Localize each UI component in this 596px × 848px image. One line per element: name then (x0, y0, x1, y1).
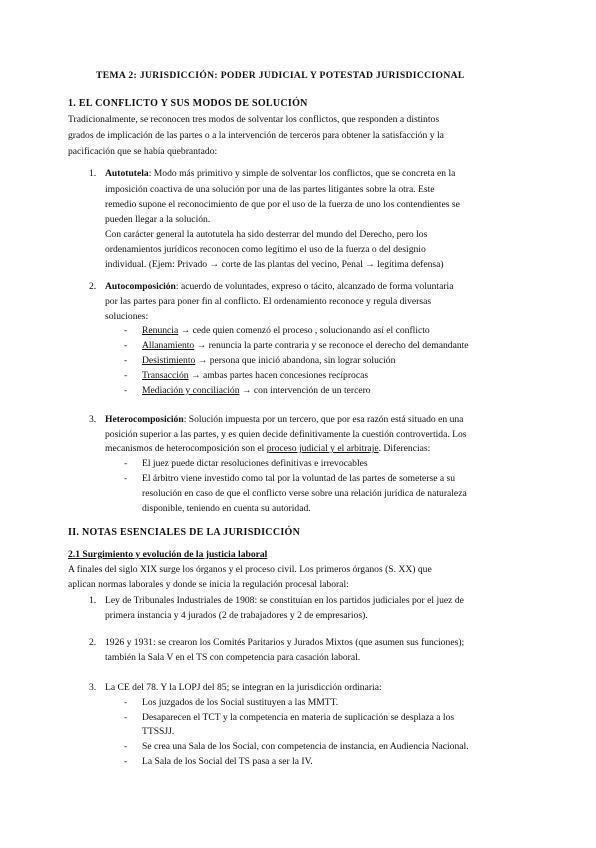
heterocomposicion-paragraph-line: Heterocomposición: Solución impuesta por un tercero, que por esa razón está situado en una (105, 414, 464, 425)
list-item-continuation: disponible, teniendo en cuenta su autoridad. (142, 503, 311, 514)
term-autocomposicion: Autocomposición (105, 281, 176, 292)
heterocomposicion-paragraph-line: posición superior a las partes, y es quien decide definitivamente la cuestión controvertida. Los (105, 429, 467, 440)
autocomposicion-paragraph-line: Autocomposición: acuerdo de voluntades, expreso o tácito, alcanzado de forma voluntaria (105, 281, 454, 292)
bullet-dash: - (124, 458, 128, 469)
section-1-intro-line: pacificación que se había quebrantado: (68, 146, 218, 157)
list-item: El juez puede dictar resoluciones definitivas e irrevocables (142, 458, 368, 469)
list-item-continuation: primera instancia y 4 jurados (2 de trabajadores y 2 de empresarios). (105, 610, 368, 621)
section-1-intro-line: Tradicionalmente, se reconocen tres modos de solventar los conflictos, que responden a distintos (68, 114, 440, 125)
list-item: Se crea una Sala de los Social, con competencia de instancia, en Audiencia Nacional. (142, 741, 469, 752)
list-item: El árbitro viene investido como tal por la voluntad de las partes de someterse a su (142, 473, 456, 484)
bullet-dash: - (124, 756, 128, 767)
bullet-dash: - (124, 385, 128, 396)
list-item: Desistimiento → persona que inició abandona, sin lograr solución (142, 355, 396, 366)
section-2-heading: II. NOTAS ESENCIALES DE LA JURISDICCIÓN (68, 527, 301, 538)
autotutela-paragraph-line: ordenamientos jurídicos reconocen como legítimo el uso de la fuerza o del designio (105, 244, 426, 255)
list-number: 1. (89, 168, 97, 179)
autotutela-paragraph-line: pueden llegar a la solución. (105, 214, 211, 225)
bullet-dash: - (124, 370, 128, 381)
term-autotutela: Autotutela (105, 168, 149, 179)
subsection-heading: 2.1 Surgimiento y evolución de la justicia laboral (68, 549, 268, 560)
list-item: Renuncia → cede quien comenzó el proceso , solucionando así el conflicto (142, 325, 430, 336)
bullet-dash: - (124, 473, 128, 484)
list-number: 3. (89, 682, 97, 693)
bullet-dash: - (124, 741, 128, 752)
list-item-continuation: resolución en caso de que el conflicto verse sobre una relación jurídica de naturaleza (142, 488, 467, 499)
bullet-dash: - (124, 712, 128, 723)
list-item-continuation: también la Sala V en el TS con competencia para casación laboral. (105, 652, 361, 663)
list-item: La CE del 78. Y la LOPJ del 85; se integran en la jurisdicción ordinaria: (105, 682, 382, 693)
list-number: 2. (89, 281, 97, 292)
bullet-dash: - (124, 340, 128, 351)
heterocomposicion-paragraph-line: mecanismos de heterocomposición son el proceso judicial y el arbitraje. Diferencias: (105, 443, 431, 454)
document-title: TEMA 2: JURISDICCIÓN: PODER JUDICIAL Y POTESTAD JURISDICCIONAL (96, 70, 465, 81)
section-1-intro-line: grados de implicación de las partes o a la intervención de terceros para obtener la satisfacción y la (68, 130, 444, 141)
bullet-dash: - (124, 697, 128, 708)
section-2-intro-line: A finales del siglo XIX surge los órganos y el proceso civil. Los primeros órganos (S. XX) que (68, 564, 432, 575)
list-number: 1. (89, 595, 97, 606)
list-item: Allanamiento → renuncia la parte contraria y se reconoce el derecho del demandante (142, 340, 469, 351)
autocomposicion-paragraph-line: por las partes para poner fin al conflicto. El ordenamiento reconoce y regula diversas (105, 296, 432, 307)
list-number: 3. (89, 414, 97, 425)
list-item: La Sala de los Social del TS pasa a ser la IV. (142, 756, 313, 767)
list-number: 2. (89, 637, 97, 648)
autotutela-paragraph-line: Autotutela: Modo más primitivo y simple de solventar los conflictos, que se concreta en la (105, 168, 456, 179)
autocomposicion-paragraph-line: soluciones: (105, 311, 149, 322)
autotutela-paragraph-line: Con carácter general la autotutela ha sido desterrar del mundo del Derecho, pero los (105, 229, 428, 240)
autotutela-paragraph-line: individual. (Ejem: Privado → corte de las plantas del vecino, Penal → legítima defensa) (105, 259, 444, 270)
section-2-intro-line: aplican normas laborales y donde se inicia la regulación procesal laboral: (68, 579, 349, 590)
list-item: Desaparecen el TCT y la competencia en materia de suplicación se desplaza a los (142, 712, 455, 723)
list-item: Transacción → ambas partes hacen concesiones recíprocas (142, 370, 369, 381)
bullet-dash: - (124, 325, 128, 336)
bullet-dash: - (124, 355, 128, 366)
list-item: Mediación y conciliación → con intervención de un tercero (142, 385, 371, 396)
list-item-continuation: TTSSJJ. (142, 726, 175, 737)
section-1-heading: 1. EL CONFLICTO Y SUS MODOS DE SOLUCIÓN (68, 98, 308, 109)
list-item: Los juzgados de los Social sustituyen a las MMTT. (142, 697, 339, 708)
list-item: Ley de Tribunales Industriales de 1908: se constituían en los partidos judiciales por el juez de (105, 595, 464, 606)
autotutela-paragraph-line: remedio supone el reconocimiento de que por el uso de la fuerza de uno los contendientes se (105, 199, 460, 210)
term-heterocomposicion: Heterocomposición (105, 414, 184, 425)
list-item: 1926 y 1931: se crearon los Comités Paritarios y Jurados Mixtos (que asumen sus funciones); (105, 637, 465, 648)
autotutela-paragraph-line: imposición coactiva de una solución por una de las partes litigantes sobre la otra. Este (105, 184, 435, 195)
